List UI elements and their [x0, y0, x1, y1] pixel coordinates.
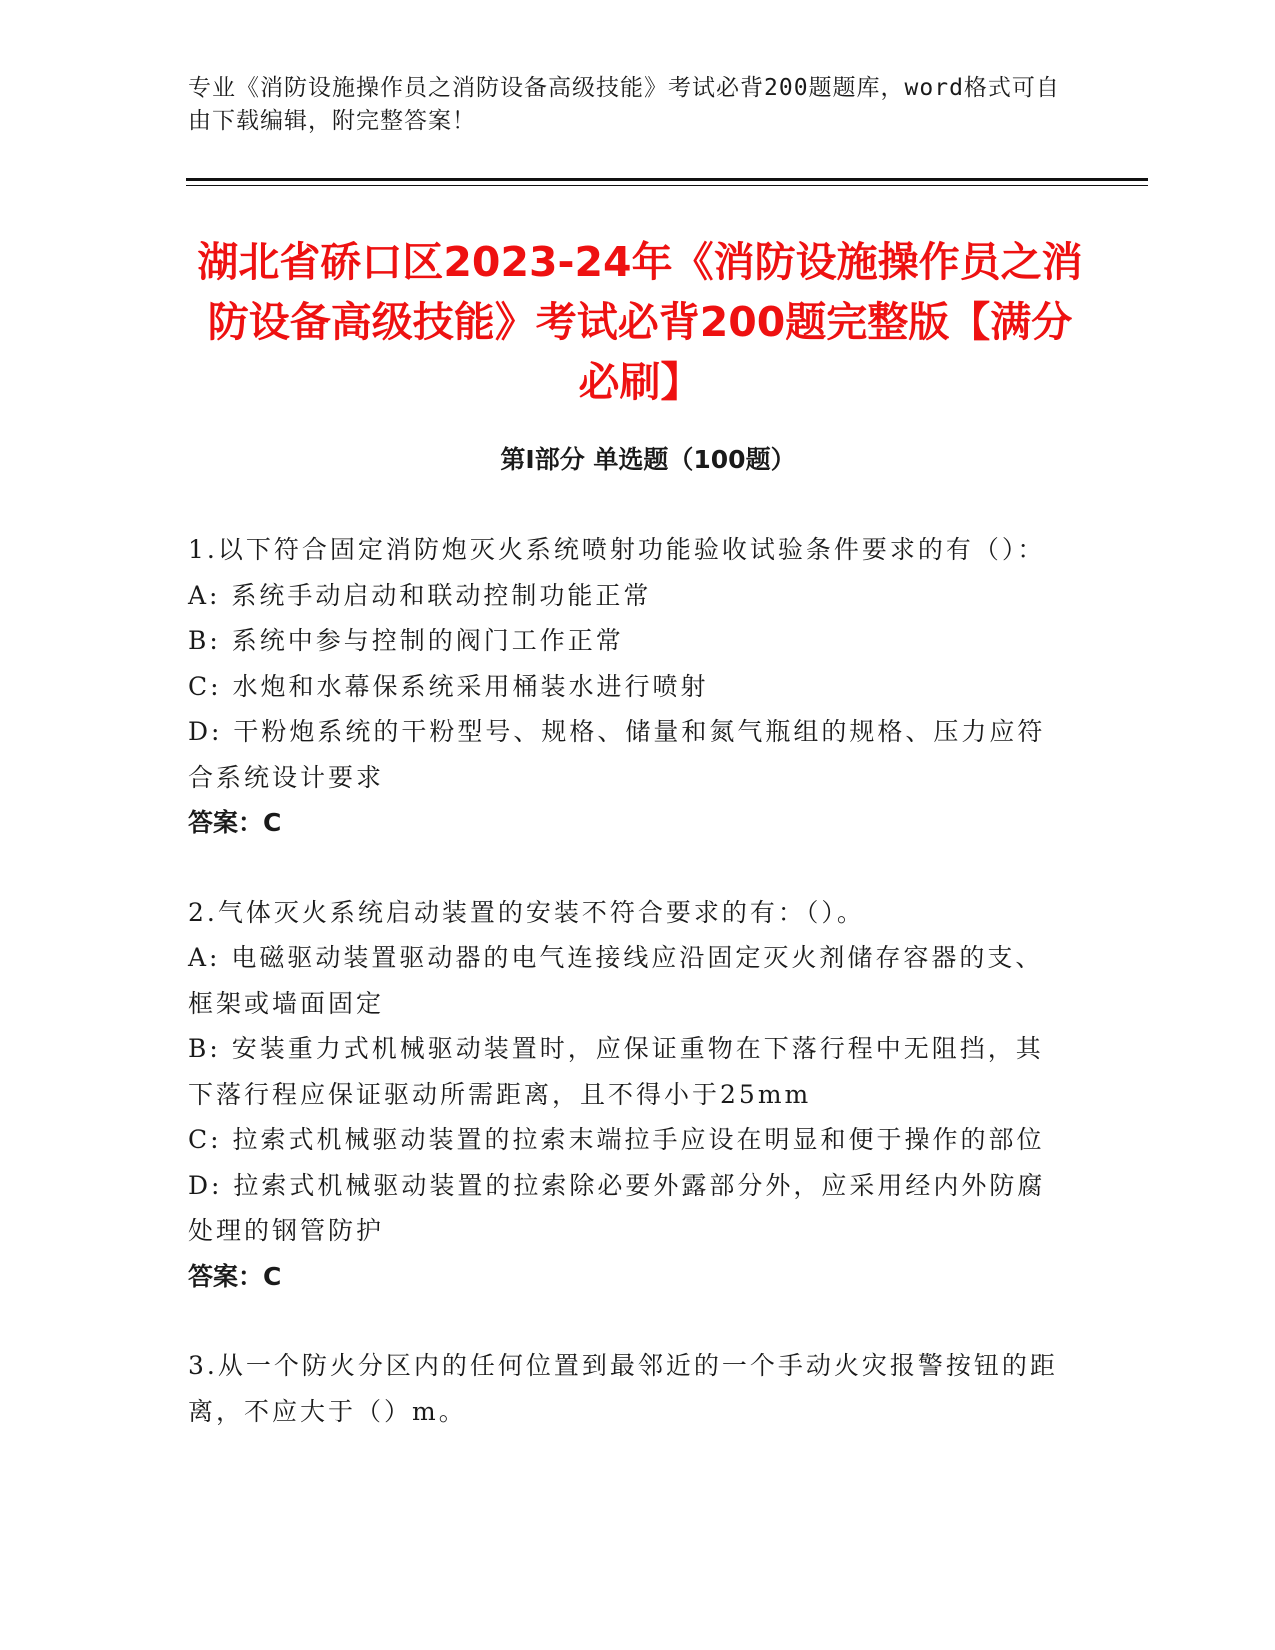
question-stem: 1.以下符合固定消防炮灭火系统喷射功能验收试验条件要求的有（）：	[188, 535, 1046, 564]
option-b: B: 安装重力式机械驱动装置时，应保证重物在下落行程中无阻挡，其下落行程应保证驱动所需距离，且不得小于25mm	[188, 1034, 1044, 1109]
option-a: A: 电磁驱动装置驱动器的电气连接线应沿固定灭火剂储存容器的支、框架或墙面固定	[188, 943, 1044, 1018]
option-d: D: 拉索式机械驱动装置的拉索除必要外露部分外，应采用经内外防腐处理的钢管防护	[188, 1170, 1046, 1245]
document-title: 湖北省硚口区2023-24年《消防设施操作员之消防设备高级技能》考试必背200题完整版【满分必刷】	[197, 238, 1083, 406]
option-c: C: 水炮和水幕保系统采用桶装水进行喷射	[188, 671, 709, 701]
question-stem: 3.从一个防火分区内的任何位置到最邻近的一个手动火灾报警按钮的距离，不应大于（）m。	[188, 1351, 1058, 1426]
option-d: D: 干粉炮系统的干粉型号、规格、储量和氮气瓶组的规格、压力应符合系统设计要求	[188, 717, 1046, 792]
question-1	[188, 527, 1068, 846]
question-2	[188, 890, 1068, 1300]
answer: 答案：C	[188, 1261, 282, 1291]
header-note: 专业《消防设施操作员之消防设备高级技能》考试必背200题题库，word格式可自由下载编辑，附完整答案！	[188, 75, 1060, 134]
section-heading: 第Ⅰ部分 单选题（100题）	[500, 445, 796, 474]
option-a: A: 系统手动启动和联动控制功能正常	[188, 580, 652, 610]
answer: 答案：C	[188, 808, 282, 837]
option-c: C: 拉索式机械驱动装置的拉索末端拉手应设在明显和便于操作的部位	[188, 1125, 1045, 1154]
question-stem: 2.气体灭火系统启动装置的安装不符合要求的有：（）。	[188, 897, 865, 927]
header-divider-thin	[186, 185, 1148, 186]
question-list	[188, 527, 1068, 1478]
question-3	[188, 1343, 1068, 1434]
option-b: B: 系统中参与控制的阀门工作正常	[188, 626, 624, 655]
header-divider-thick	[186, 178, 1148, 181]
